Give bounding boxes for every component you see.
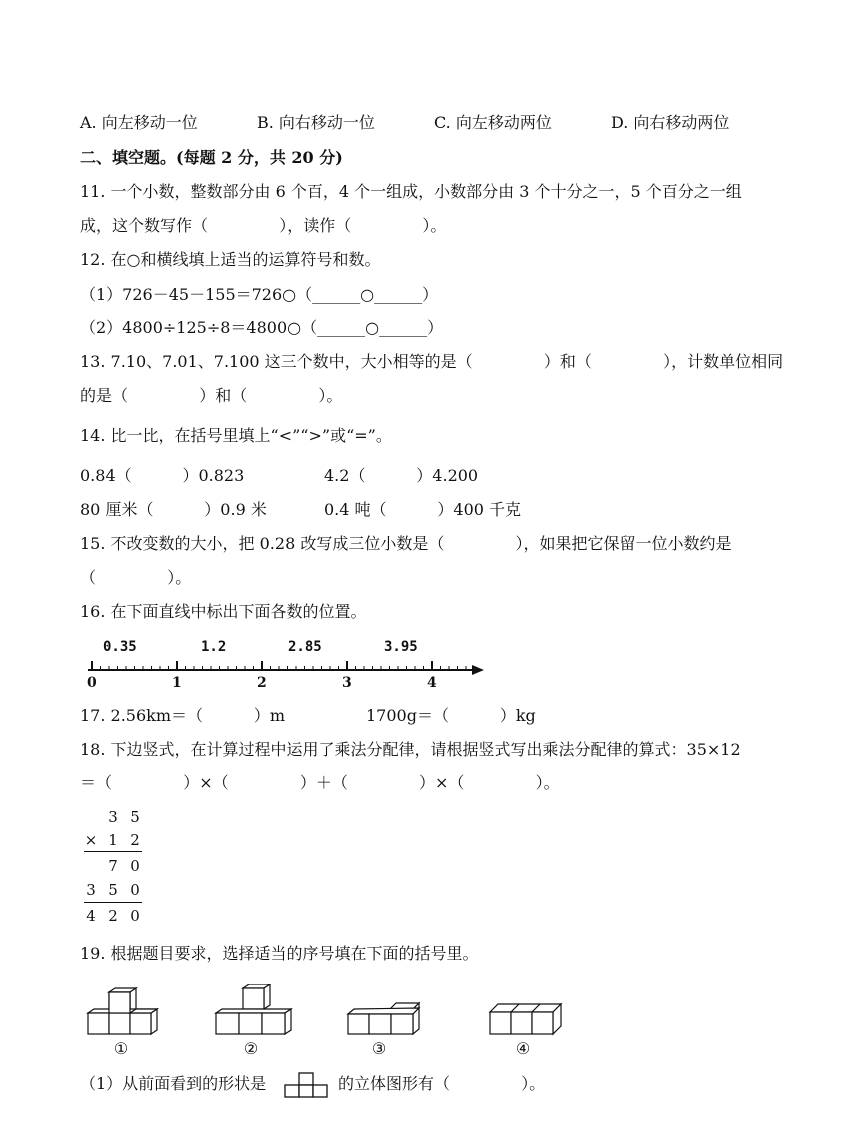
calc-digit: 5 xyxy=(108,881,118,899)
calc-digit: 4 xyxy=(86,907,96,925)
calc-digit: 5 xyxy=(130,808,140,826)
calc-digit: 0 xyxy=(130,857,140,875)
cube-figure-3 xyxy=(344,1000,434,1038)
q14-row1-a: 0.84（ ）0.823 xyxy=(80,466,245,485)
figure-caption-2: ② xyxy=(243,1039,259,1058)
axis-label-4: 4 xyxy=(427,675,437,691)
calc-digit: 1 xyxy=(108,831,118,849)
q14-row1-b: 4.2（ ）4.200 xyxy=(324,466,479,485)
q17-part-b: 1700g＝（ ）kg xyxy=(366,706,536,725)
q13-line1: 13. 7.10、7.01、7.100 这三个数中，大小相等的是（ ）和（ ），计数单位相同 xyxy=(80,352,784,371)
front-view-shape xyxy=(284,1072,330,1098)
q19-part1-after: 的立体图形有（ ）。 xyxy=(338,1074,546,1093)
top-label-2-85: 2.85 xyxy=(288,639,322,655)
q11-line2: 成，这个数写作（ ），读作（ ）。 xyxy=(80,216,447,235)
q12-part1: （1）726－45－155＝726○（______○______） xyxy=(80,285,439,304)
top-label-0-35: 0.35 xyxy=(103,639,137,655)
calc-digit: 3 xyxy=(108,808,118,826)
calc-digit: × xyxy=(84,831,98,849)
calc-divider xyxy=(84,902,142,903)
axis-label-2: 2 xyxy=(257,675,267,691)
option-a: A. 向左移动一位 xyxy=(80,113,198,132)
q14-row2-a: 80 厘米（ ）0.9 米 xyxy=(80,500,267,519)
q12-stem: 12. 在○和横线填上适当的运算符号和数。 xyxy=(80,250,381,269)
q17-part-a: 17. 2.56km＝（ ）m xyxy=(80,706,286,725)
cube-figure-2 xyxy=(212,984,302,1038)
calc-digit: 0 xyxy=(130,881,140,899)
q18-line1: 18. 下边竖式，在计算过程中运用了乘法分配律，请根据竖式写出乘法分配律的算式：35×12 xyxy=(80,740,741,759)
option-d: D. 向右移动两位 xyxy=(611,113,730,132)
figure-caption-4: ④ xyxy=(515,1039,531,1058)
axis-label-1: 1 xyxy=(172,675,182,691)
figure-caption-1: ① xyxy=(113,1039,129,1058)
section-title: 二、填空题。(每题 2 分，共 20 分) xyxy=(80,148,343,167)
q15-line2: （ ）。 xyxy=(80,568,192,587)
q11-line1: 11. 一个小数，整数部分由 6 个百，4 个一组成，小数部分由 3 个十分之一，5 个百分之一组 xyxy=(80,182,742,201)
cube-figure-4 xyxy=(486,998,576,1038)
option-c: C. 向左移动两位 xyxy=(434,113,552,132)
calc-digit: 7 xyxy=(108,857,118,875)
calc-digit: 2 xyxy=(108,907,118,925)
q19-part1-before: （1）从前面看到的形状是 xyxy=(80,1074,267,1093)
top-label-1-2: 1.2 xyxy=(201,639,227,655)
top-label-3-95: 3.95 xyxy=(384,639,418,655)
calc-digit: 3 xyxy=(86,881,96,899)
q12-part2: （2）4800÷125÷8＝4800○（______○______） xyxy=(80,318,444,337)
q18-line2: ＝（ ）×（ ）＋（ ）×（ ）。 xyxy=(80,773,560,792)
q19-stem: 19. 根据题目要求，选择适当的序号填在下面的括号里。 xyxy=(80,944,479,963)
calc-digit: 0 xyxy=(130,907,140,925)
q14-stem: 14. 比一比，在括号里填上“<”“>”或“=”。 xyxy=(80,426,392,445)
cube-figure-1 xyxy=(84,986,174,1038)
calc-divider xyxy=(84,851,142,852)
q14-row2-b: 0.4 吨（ ）400 千克 xyxy=(324,500,522,519)
calc-digit: 2 xyxy=(130,831,140,849)
figure-caption-3: ③ xyxy=(371,1039,387,1058)
q16-stem: 16. 在下面直线中标出下面各数的位置。 xyxy=(80,602,367,621)
q15-line1: 15. 不改变数的大小，把 0.28 改写成三位小数是（ ），如果把它保留一位小数约是 xyxy=(80,534,732,553)
q13-line2: 的是（ ）和（ ）。 xyxy=(80,386,343,405)
axis-label-0: 0 xyxy=(87,675,97,691)
option-b: B. 向右移动一位 xyxy=(257,113,375,132)
axis-label-3: 3 xyxy=(342,675,352,691)
